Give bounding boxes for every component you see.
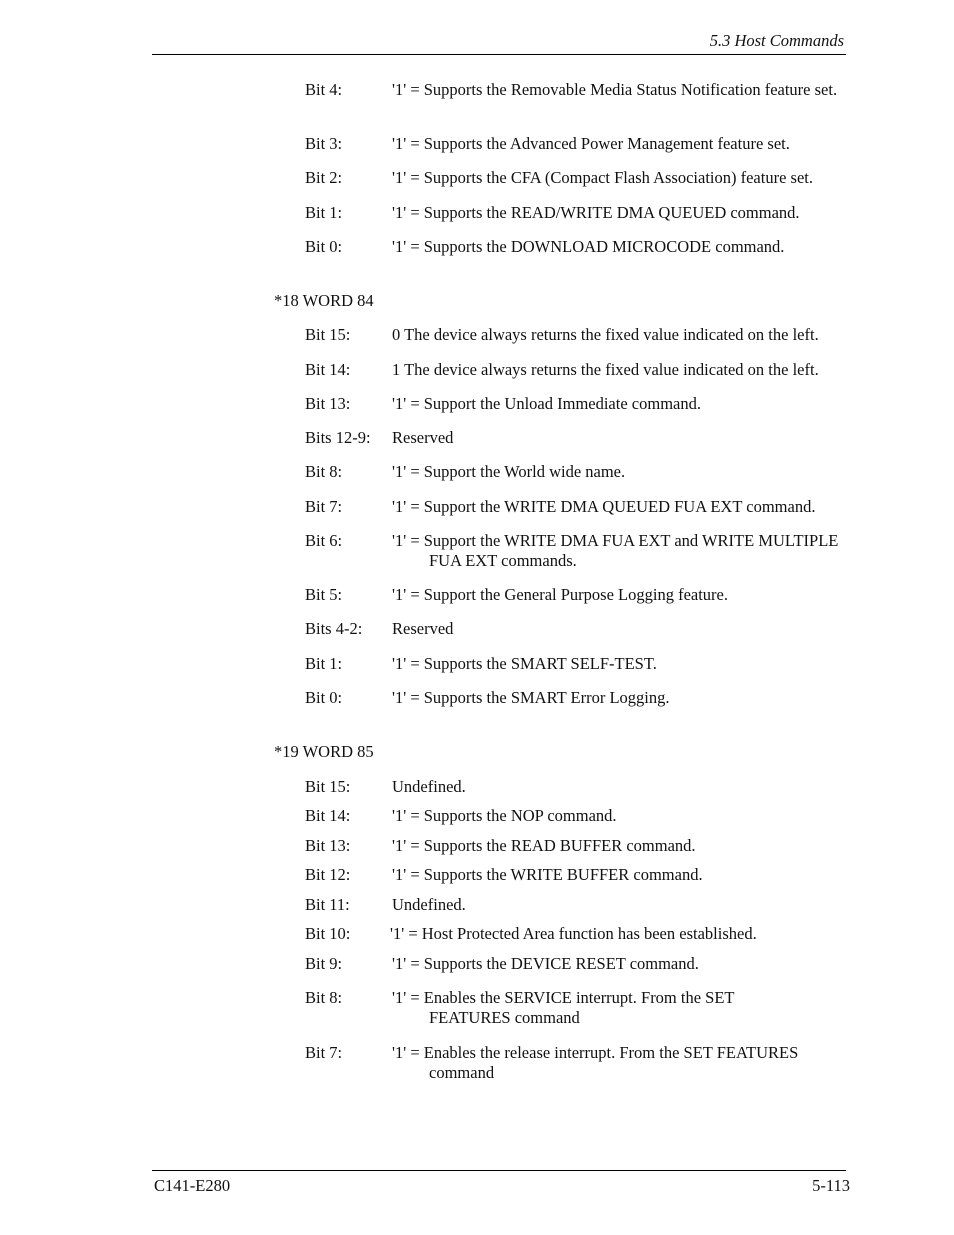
bit-label: Bit 8: xyxy=(305,462,343,481)
bit-label: Bit 0: xyxy=(305,237,343,256)
bit-row xyxy=(305,924,845,944)
bit-row xyxy=(305,988,795,1028)
page-number: 5-113 xyxy=(812,1176,850,1195)
bit-row xyxy=(305,865,845,885)
bit-label: Bit 11: xyxy=(305,895,350,914)
bit-label: Bit 13: xyxy=(305,836,351,855)
word85-heading: *19 WORD 85 xyxy=(274,742,374,761)
bit-description: Reserved xyxy=(392,428,454,447)
bit-row xyxy=(305,394,845,414)
bit-description: '1' = Enables the release interrupt. From the SET FEATURES command xyxy=(392,1043,799,1082)
bit-label: Bit 3: xyxy=(305,134,343,153)
bit-label: Bit 7: xyxy=(305,1043,343,1062)
bit-row xyxy=(305,654,845,674)
bit-description: '1' = Supports the DEVICE RESET command. xyxy=(392,954,699,973)
bit-description: '1' = Supports the SMART SELF-TEST. xyxy=(392,654,657,673)
bit-row xyxy=(305,1043,845,1083)
bit-row xyxy=(305,619,845,639)
bit-row xyxy=(305,325,845,345)
bit-description: Reserved xyxy=(392,619,454,638)
bit-description: '1' = Supports the NOP command. xyxy=(392,806,617,825)
word84-heading: *18 WORD 84 xyxy=(274,291,374,310)
bit-description: '1' = Support the Unload Immediate command. xyxy=(392,394,701,413)
bit-label: Bits 4-2: xyxy=(305,619,363,638)
bit-description: 1 The device always returns the fixed value indicated on the left. xyxy=(392,360,819,379)
bit-label: Bit 7: xyxy=(305,497,343,516)
header-rule xyxy=(152,54,846,55)
bit-row xyxy=(305,237,845,257)
bit-description: '1' = Supports the DOWNLOAD MICROCODE command. xyxy=(392,237,785,256)
bit-description: '1' = Supports the CFA (Compact Flash Association) feature set. xyxy=(392,168,813,187)
bit-label: Bit 8: xyxy=(305,988,343,1007)
bit-row xyxy=(305,428,845,448)
bit-label: Bit 14: xyxy=(305,360,351,379)
bit-row xyxy=(305,954,845,974)
bit-label: Bit 6: xyxy=(305,531,343,550)
bit-row xyxy=(305,168,845,188)
bit-row xyxy=(305,585,845,605)
bit-row xyxy=(305,531,845,571)
bit-description: '1' = Support the WRITE DMA QUEUED FUA EXT command. xyxy=(392,497,816,516)
bit-label: Bit 5: xyxy=(305,585,343,604)
bit-label: Bit 14: xyxy=(305,806,351,825)
bit-label: Bits 12-9: xyxy=(305,428,371,447)
bit-row xyxy=(305,688,845,708)
footer-rule xyxy=(152,1170,846,1171)
bit-label: Bit 10: xyxy=(305,924,351,943)
bit-description: '1' = Supports the Advanced Power Management feature set. xyxy=(392,134,790,153)
bit-description: '1' = Host Protected Area function has been established. xyxy=(390,924,757,943)
bit-label: Bit 4: xyxy=(305,80,343,99)
bit-row xyxy=(305,777,845,797)
bit-row xyxy=(305,836,845,856)
bit-description: '1' = Supports the READ/WRITE DMA QUEUED command. xyxy=(392,203,800,222)
bit-label: Bit 12: xyxy=(305,865,351,884)
bit-label: Bit 0: xyxy=(305,688,343,707)
bit-description: '1' = Supports the READ BUFFER command. xyxy=(392,836,696,855)
bit-label: Bit 2: xyxy=(305,168,343,187)
bit-label: Bit 9: xyxy=(305,954,343,973)
bit-description: '1' = Support the World wide name. xyxy=(392,462,626,481)
bit-label: Bit 15: xyxy=(305,325,351,344)
bit-description: Undefined. xyxy=(392,777,466,796)
bit-label: Bit 1: xyxy=(305,203,343,222)
bit-row xyxy=(305,895,845,915)
bit-description: 0 The device always returns the fixed value indicated on the left. xyxy=(392,325,819,344)
bit-row xyxy=(305,360,845,380)
bit-label: Bit 1: xyxy=(305,654,343,673)
bit-description: '1' = Support the WRITE DMA FUA EXT and WRITE MULTIPLE FUA EXT commands. xyxy=(392,531,839,570)
bit-row xyxy=(305,806,845,826)
bit-description: '1' = Support the General Purpose Logging feature. xyxy=(392,585,729,604)
bit-description: '1' = Supports the SMART Error Logging. xyxy=(392,688,670,707)
bit-row xyxy=(305,80,845,100)
bit-label: Bit 15: xyxy=(305,777,351,796)
section-title: 5.3 Host Commands xyxy=(709,31,844,50)
bit-description: '1' = Supports the WRITE BUFFER command. xyxy=(392,865,703,884)
bit-description: '1' = Enables the SERVICE interrupt. From the SET FEATURES command xyxy=(392,988,735,1027)
bit-label: Bit 13: xyxy=(305,394,351,413)
bit-description: Undefined. xyxy=(392,895,466,914)
bit-row xyxy=(305,462,845,482)
bit-description: '1' = Supports the Removable Media Status Notification feature set. xyxy=(392,80,838,99)
bit-row xyxy=(305,497,845,517)
document-number: C141-E280 xyxy=(154,1176,231,1195)
bit-row xyxy=(305,134,845,154)
bit-row xyxy=(305,203,845,223)
